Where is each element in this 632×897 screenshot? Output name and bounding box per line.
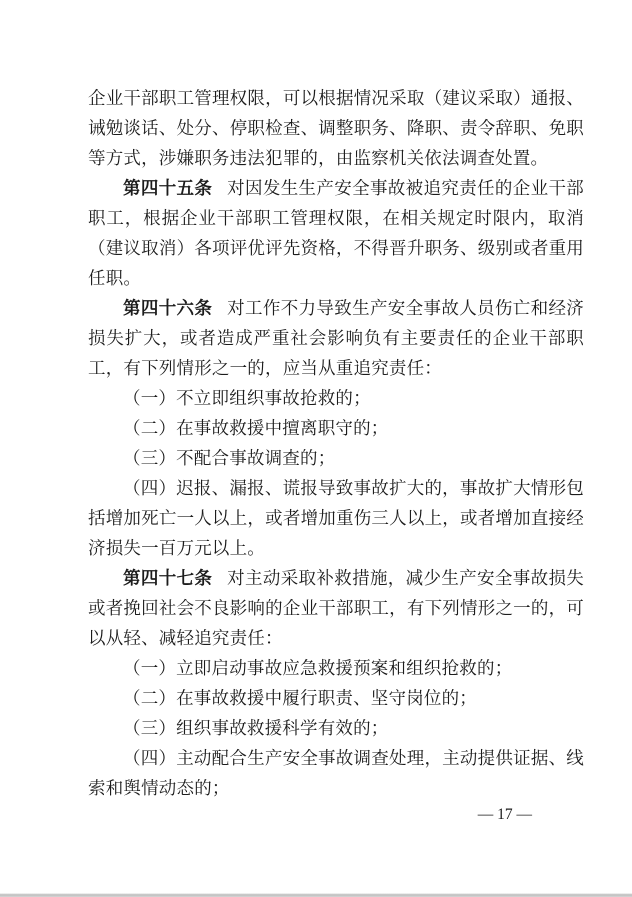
list-item-47-1: （一）立即启动事故应急救援预案和组织抢救的； <box>123 658 513 678</box>
article-45-number: 第四十五条 <box>123 178 213 198</box>
paragraph-article-47 <box>88 563 584 653</box>
article-46-text: 对工作不力导致生产安全事故人员伤亡和经济损失扩大，或者造成严重社会影响负有主要责任的企业干部职工，有下列情形之一的，应当从重追究责任： <box>88 298 585 378</box>
paragraph-article-45 <box>88 173 584 293</box>
list-item-47-3: （三）组织事故救援科学有效的； <box>123 718 389 738</box>
list-item-46-4: （四）迟报、漏报、谎报导致事故扩大的，事故扩大情形包括增加死亡一人以上，或者增加重伤三人以上，或者增加直接经济损失一百万元以上。 <box>88 478 584 558</box>
document-text-block <box>88 83 584 803</box>
list-item-46-3: （三）不配合事故调查的； <box>123 448 336 468</box>
article-47-number: 第四十七条 <box>123 568 213 588</box>
article-45-text: 对因发生生产安全事故被追究责任的企业干部职工，根据企业干部职工管理权限，在相关规定时限内，取消（建议取消）各项评优评先资格，不得晋升职务、级别或者重用任职。 <box>88 178 585 288</box>
paragraph-article-46 <box>88 293 584 383</box>
list-item-47-2: （二）在事故救援中履行职责、坚守岗位的； <box>123 688 477 708</box>
page-footer <box>0 804 632 826</box>
page-number: — 17 — <box>477 806 532 823</box>
paragraph-continuation: 企业干部职工管理权限，可以根据情况采取（建议采取）通报、诫勉谈话、处分、停职检查、调整职务、降职、责令辞职、免职等方式，涉嫌职务违法犯罪的，由监察机关依法调查处置。 <box>88 88 584 168</box>
list-item-46-2: （二）在事故救援中擅离职守的； <box>123 418 389 438</box>
list-item-47-4: （四）主动配合生产安全事故调查处理，主动提供证据、线索和舆情动态的； <box>88 748 584 798</box>
article-47-text: 对主动采取补救措施，减少生产安全事故损失或者挽回社会不良影响的企业干部职工，有下列情形之一的，可以从轻、减轻追究责任： <box>88 568 585 648</box>
article-46-number: 第四十六条 <box>123 298 213 318</box>
list-item-46-1: （一）不立即组织事故抢救的； <box>123 388 371 408</box>
page-bottom-edge <box>0 893 632 897</box>
